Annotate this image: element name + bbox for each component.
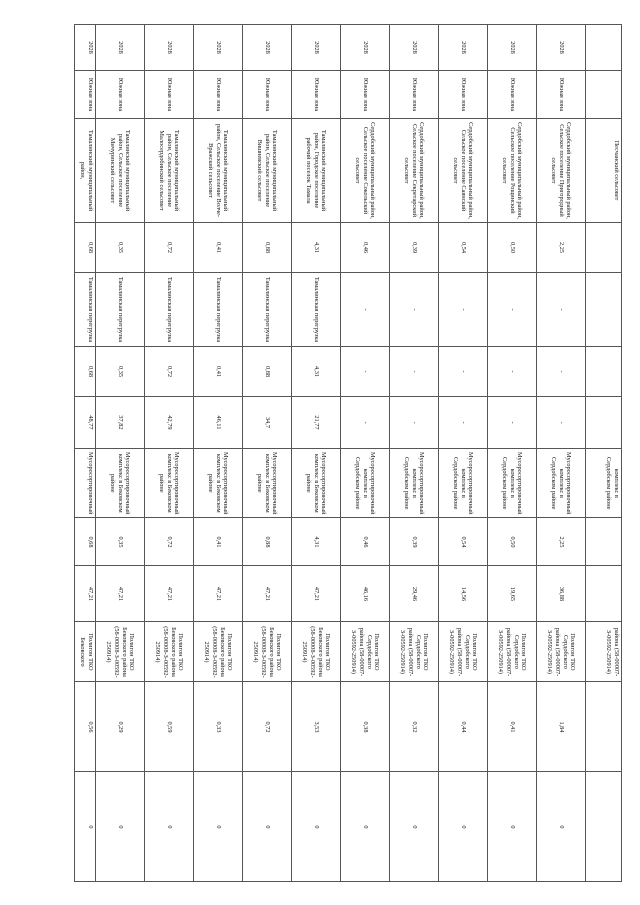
table-row bbox=[488, 25, 537, 882]
cell-name: Тамалинский муниципальный район, Сельское поселение Волче-Вражский сельсовет bbox=[194, 119, 243, 223]
table-row bbox=[194, 25, 243, 882]
cell-overload-mass: - bbox=[341, 347, 390, 397]
cell-destination: комплекс в Сердобском районе bbox=[586, 449, 622, 518]
cell-polygon-mass: 0,59 bbox=[145, 682, 194, 772]
cell-zone: Южная зона bbox=[390, 71, 439, 119]
cell-overload-distance: 34,7 bbox=[243, 397, 292, 449]
cell-polygon: Полигон ТКО Сердобского района (58-00007-З-00592-250914) bbox=[439, 622, 488, 682]
cell-year: 2028 bbox=[341, 25, 390, 71]
cell-polygon: Полигон ТКО Бековского района (58-00008-З-00592-250914) bbox=[145, 622, 194, 682]
table-row bbox=[96, 25, 145, 882]
cell-distance: 47,21 bbox=[243, 566, 292, 622]
cell-remainder: 0 bbox=[390, 772, 439, 882]
cell-overload-mass: 4,31 bbox=[292, 347, 341, 397]
cell-overload: - bbox=[341, 273, 390, 347]
cell-year: 2028 bbox=[194, 25, 243, 71]
cell-year: 2028 bbox=[243, 25, 292, 71]
cell-name: Сердобский муниципальный район, Сельское поселение Саянский сельсовет bbox=[439, 119, 488, 223]
cell-zone: Южная зона bbox=[292, 71, 341, 119]
cell-polygon-mass: 0,72 bbox=[243, 682, 292, 772]
cell-name: Тамалинский муниципальный район, Сельское поселение Вишневский сельсовет bbox=[243, 119, 292, 223]
cell-remainder: 0 bbox=[96, 772, 145, 882]
cell-destination: Мусоросортировочный комплекс в Бековском районе bbox=[243, 449, 292, 518]
cell-overload-mass: 0,68 bbox=[75, 347, 96, 397]
cell-overload-distance: - bbox=[390, 397, 439, 449]
cell-overload: - bbox=[439, 273, 488, 347]
cell-zone: Южная зона bbox=[341, 71, 390, 119]
cell-polygon-mass: 0,33 bbox=[194, 682, 243, 772]
cell-overload-mass: 0,88 bbox=[243, 347, 292, 397]
cell-year: 2028 bbox=[145, 25, 194, 71]
cell-overload-mass: - bbox=[488, 347, 537, 397]
cell-polygon: Полигон ТКО Бековского района (58-00008-З-00592-250914) bbox=[96, 622, 145, 682]
cell-destination: Мусоросортировочный комплекс в Сердобском районе bbox=[390, 449, 439, 518]
cell-distance: 47,21 bbox=[75, 566, 96, 622]
cell-remainder: 0 bbox=[75, 772, 96, 882]
cell-polygon: Полигон ТКО Сердобского района (58-00007-З-00592-250914) bbox=[488, 622, 537, 682]
cell-mass: 0,41 bbox=[194, 223, 243, 273]
cell-mass: 4,31 bbox=[292, 223, 341, 273]
cell-name: Тамалинский муниципальный район, Сельское поселение Мичуринский сельсовет bbox=[96, 119, 145, 223]
cell-destination-mass: 0,68 bbox=[75, 518, 96, 566]
cell-mass: 0,35 bbox=[96, 223, 145, 273]
cell-destination-mass: 0,54 bbox=[439, 518, 488, 566]
cell-destination: Мусоросортировочный комплекс в Бековском районе bbox=[145, 449, 194, 518]
cell-polygon: Полигон ТКО Сердобского района (58-00007-З-00592-250914) bbox=[390, 622, 439, 682]
cell-overload: - bbox=[537, 273, 586, 347]
cell-overload-mass: 0,35 bbox=[96, 347, 145, 397]
cell-destination: Мусоросортировочный комплекс в Сердобском районе bbox=[488, 449, 537, 518]
cell-overload-distance: - bbox=[439, 397, 488, 449]
cell-remainder: 0 bbox=[292, 772, 341, 882]
cell-remainder: 0 bbox=[537, 772, 586, 882]
cell-name: Тамалинский муниципальный район, bbox=[75, 119, 96, 223]
cell-remainder: 0 bbox=[439, 772, 488, 882]
cell-zone: Южная зона bbox=[75, 71, 96, 119]
table-row bbox=[537, 25, 586, 882]
cell-overload-distance: 37,82 bbox=[96, 397, 145, 449]
cell-overload-distance: - bbox=[537, 397, 586, 449]
cell-destination: Мусоросортировочный комплекс в Бековском районе bbox=[194, 449, 243, 518]
cell-remainder: 0 bbox=[243, 772, 292, 882]
cell-distance: 47,21 bbox=[145, 566, 194, 622]
cell-mass: 0,68 bbox=[75, 223, 96, 273]
cell-polygon: Полигон ТКО Бековского района (58-00008-З-00592-250914) bbox=[292, 622, 341, 682]
table-row bbox=[390, 25, 439, 882]
cell-distance: 47,21 bbox=[96, 566, 145, 622]
cell-overload: - bbox=[390, 273, 439, 347]
cell-year: 2028 bbox=[292, 25, 341, 71]
cell-polygon-mass: 0,41 bbox=[488, 682, 537, 772]
cell-destination: Мусоросортировочный комплекс в Бековском районе bbox=[292, 449, 341, 518]
cell-zone: Южная зона bbox=[488, 71, 537, 119]
table-row bbox=[439, 25, 488, 882]
cell-overload: Тамалинская перегрузка bbox=[145, 273, 194, 347]
cell-destination-mass: 0,39 bbox=[390, 518, 439, 566]
cell-zone: Южная зона bbox=[194, 71, 243, 119]
cell-overload-distance: 42,79 bbox=[145, 397, 194, 449]
cell-mass: 0,46 bbox=[341, 223, 390, 273]
cell-distance: 47,21 bbox=[194, 566, 243, 622]
cell-overload-mass: - bbox=[537, 347, 586, 397]
cell-zone: Южная зона bbox=[96, 71, 145, 119]
cell-zone: Южная зона bbox=[145, 71, 194, 119]
cell-destination-mass: 0,41 bbox=[194, 518, 243, 566]
cell-polygon: Полигон ТКО Бековского bbox=[75, 622, 96, 682]
cell-destination: Мусоросортировочный комплекс в Бековском районе bbox=[96, 449, 145, 518]
table-row bbox=[75, 25, 96, 882]
cell-year: 2028 bbox=[439, 25, 488, 71]
cell-overload: - bbox=[488, 273, 537, 347]
cell-polygon-mass: 0,29 bbox=[96, 682, 145, 772]
cell-polygon-mass: 0,38 bbox=[341, 682, 390, 772]
cell-mass: 2,25 bbox=[537, 223, 586, 273]
cell-zone: Южная зона bbox=[243, 71, 292, 119]
table-row bbox=[341, 25, 390, 882]
cell-overload-mass: 0,72 bbox=[145, 347, 194, 397]
cell-overload: Тамалинская перегрузка bbox=[194, 273, 243, 347]
cell-overload: Тамалинская перегрузка bbox=[96, 273, 145, 347]
cell-overload: Тамалинская перегрузка bbox=[75, 273, 96, 347]
cell-overload-distance: 46,11 bbox=[194, 397, 243, 449]
cell-year: 2028 bbox=[488, 25, 537, 71]
cell-polygon: Полигон ТКО Бековского района (58-00008-З-00592-250914) bbox=[194, 622, 243, 682]
cell-distance: 14,56 bbox=[439, 566, 488, 622]
table-row bbox=[243, 25, 292, 882]
cell-zone: Южная зона bbox=[439, 71, 488, 119]
cell-destination: Мусоросортировочный комплекс в Сердобском районе bbox=[537, 449, 586, 518]
cell-name: Тамалинский муниципальный район, Городское поселение рабочий поселок Тамала bbox=[292, 119, 341, 223]
cell-overload-distance: - bbox=[341, 397, 390, 449]
cell-mass: 0,50 bbox=[488, 223, 537, 273]
cell-remainder: 0 bbox=[145, 772, 194, 882]
waste-flow-table bbox=[74, 24, 622, 882]
table-row-continued bbox=[586, 25, 622, 882]
cell-distance: 47,21 bbox=[292, 566, 341, 622]
cell-name: Тамалинский муниципальный район, Сельское поселение Малосердобинский сельсовет bbox=[145, 119, 194, 223]
cell-year: 2028 bbox=[75, 25, 96, 71]
cell-mass: 0,54 bbox=[439, 223, 488, 273]
table-row bbox=[292, 25, 341, 882]
cell-polygon: Полигон ТКО Сердобского района (58-00007-З-00592-250914) bbox=[537, 622, 586, 682]
cell-polygon-mass: 0,56 bbox=[75, 682, 96, 772]
cell-destination: Мусоросортировочный bbox=[75, 449, 96, 518]
cell-destination-mass: 0,72 bbox=[145, 518, 194, 566]
cell-name: Сердобский муниципальный район, Сельское поселение Сокольский сельсовет bbox=[341, 119, 390, 223]
cell-overload-distance: 21,77 bbox=[292, 397, 341, 449]
cell-polygon-mass: 0,44 bbox=[439, 682, 488, 772]
cell-overload: Тамалинская перегрузка bbox=[243, 273, 292, 347]
cell-polygon: района (58-00007-З-00592-250914) bbox=[586, 622, 622, 682]
cell-overload: Тамалинская перегрузка bbox=[292, 273, 341, 347]
cell-overload-mass: - bbox=[390, 347, 439, 397]
cell-name: Сердобский муниципальный район, Сельское поселение Секретарский сельсовет bbox=[390, 119, 439, 223]
cell-remainder: 0 bbox=[341, 772, 390, 882]
cell-name: Песчанский сельсовет bbox=[586, 119, 622, 223]
cell-destination-mass: 0,46 bbox=[341, 518, 390, 566]
cell-remainder: 0 bbox=[488, 772, 537, 882]
cell-destination-mass: 0,50 bbox=[488, 518, 537, 566]
cell-mass: 0,39 bbox=[390, 223, 439, 273]
cell-year: 2028 bbox=[390, 25, 439, 71]
cell-name: Сердобский муниципальный район, Сельское поселение Рощинский сельсовет bbox=[488, 119, 537, 223]
cell-overload-mass: - bbox=[439, 347, 488, 397]
cell-polygon-mass: 1,84 bbox=[537, 682, 586, 772]
cell-mass: 0,88 bbox=[243, 223, 292, 273]
cell-distance: 29,46 bbox=[390, 566, 439, 622]
cell-distance: 46,16 bbox=[341, 566, 390, 622]
cell-polygon-mass: 3,53 bbox=[292, 682, 341, 772]
cell-overload-distance: 48,77 bbox=[75, 397, 96, 449]
cell-destination: Мусоросортировочный комплекс в Сердобском районе bbox=[439, 449, 488, 518]
cell-destination-mass: 0,88 bbox=[243, 518, 292, 566]
cell-distance: 36,88 bbox=[537, 566, 586, 622]
cell-year: 2028 bbox=[96, 25, 145, 71]
table-row bbox=[145, 25, 194, 882]
cell-distance: 19,65 bbox=[488, 566, 537, 622]
cell-mass: 0,72 bbox=[145, 223, 194, 273]
cell-overload-mass: 0,41 bbox=[194, 347, 243, 397]
cell-destination-mass: 2,25 bbox=[537, 518, 586, 566]
cell-polygon: Полигон ТКО Бековского района (58-00008-З-00592-250914) bbox=[243, 622, 292, 682]
cell-destination-mass: 4,31 bbox=[292, 518, 341, 566]
cell-destination-mass: 0,35 bbox=[96, 518, 145, 566]
cell-zone: Южная зона bbox=[537, 71, 586, 119]
cell-overload-distance: - bbox=[488, 397, 537, 449]
cell-name: Сердобский муниципальный район, Сельское поселение Пригородный сельсовет bbox=[537, 119, 586, 223]
cell-destination: Мусоросортировочный комплекс в Сердобском районе bbox=[341, 449, 390, 518]
cell-polygon: Полигон ТКО Сердобского района (58-00007-З-00592-250914) bbox=[341, 622, 390, 682]
cell-polygon-mass: 0,32 bbox=[390, 682, 439, 772]
cell-year: 2028 bbox=[537, 25, 586, 71]
cell-remainder: 0 bbox=[194, 772, 243, 882]
